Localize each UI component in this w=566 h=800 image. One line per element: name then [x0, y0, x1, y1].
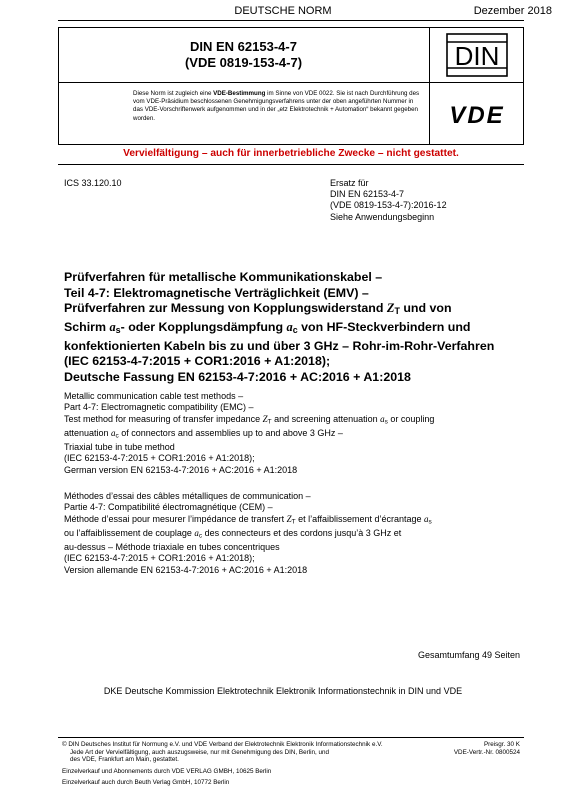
header-divider — [58, 20, 524, 21]
publication-date: Dezember 2018 — [473, 5, 552, 17]
total-pages: Gesamtumfang 49 Seiten — [417, 650, 520, 660]
vde-logo — [430, 83, 524, 145]
english-title: Metallic communication cable test methods – Part 4-7: Electromagnetic compatibility (EMC) – Test method for measuring of transfer impedance $Z_T$ and screening attenuation $a_s$ or coupling attenuation $a_c$ of connectors and assemblies up to and above 3 GHz – Triaxial tube in tube method (IEC 62153-4-7:2015 + COR1:2016 + A1:2018); German version EN 62153-4-7:2016 + AC:2016 + A1:2018 — [64, 391, 435, 475]
footer-divider — [58, 737, 524, 738]
vde-classification: (VDE 0819-153-4-7) — [184, 55, 303, 70]
din-logo-icon — [446, 33, 508, 77]
dke-committee: DKE Deutsche Kommission Elektrotechnik Elektronik Informationstechnik in DIN und VDE — [103, 686, 463, 696]
ics-code: ICS 33.120.10 — [64, 178, 122, 188]
order-number: VDE-Vertr.-Nr. 0800524 — [453, 748, 520, 756]
replacement-info: Ersatz für DIN EN 62153-4-7 (VDE 0819-153-4-7):2016-12 Siehe Anwendungsbeginn — [330, 178, 447, 222]
vde-logo-text: VDE — [449, 102, 505, 126]
french-title: Méthodes d’essai des câbles métalliques de communication – Partie 4-7: Compatibilité électromagnétique (CEM) – Méthode d’essai pour mesurer l’impédance de transfert $Z_T$ et l’affaiblissement d’écrantage $a_s$ ou l’affaiblissement de couplage $a_c$ des connecteurs et des cordons jusqu’à 3 GHz et au-dessus – Méthode triaxiale en tubes concentriques (IEC 62153-4-7:2015 + COR1:2016 + A1:2018); Version allemande EN 62153-4-7:2016 + AC:2016 + A1:2018 — [64, 491, 432, 575]
standard-designation — [58, 27, 430, 83]
copy-restriction-warning: Vervielfältigung – auch für innerbetriebliche Zwecke – nicht gestattet. — [123, 148, 459, 159]
price-info — [454, 741, 520, 756]
german-title: Prüfverfahren für metallische Kommunikationskabel – Teil 4-7: Elektromagnetische Verträglichkeit (EMV) – Prüfverfahren zur Messung von Kopplungswiderstand $Z_T$ und von Schirm $a_s-$ oder Kopplungsdämpfung $a_c$ von HF-Steckverbindern und konfektionierten Kabeln bis zu und über 3 GHz – Rohr-im-Rohr-Verfahren (IEC 62153-4-7:2015 + COR1:2016 + A1:2018); Deutsche Fassung EN 62153-4-7:2016 + AC:2016 + A1:2018 — [64, 270, 495, 384]
document-type-label: DEUTSCHE NORM — [234, 5, 332, 17]
vde-logo-icon — [440, 102, 514, 126]
sales-info-beuth: Einzelverkauf auch durch Beuth Verlag GmbH, 10772 Berlin — [62, 779, 230, 786]
vde-determination-note: Diese Norm ist zugleich eine VDE-Bestimmung im Sinne von VDE 0022. Sie ist nach Durchführung des vom VDE-Präsidium beschlossenen Genehmigungsverfahrens unter der oben angeführten Nummer in das VDE-Vorschriftenwerk aufgenommen und in der „etz Elektrotechnik + Automation“ bekannt gegeben worden. — [123, 83, 430, 145]
standard-number: DIN EN 62153-4-7 — [190, 39, 297, 54]
sales-info-vde: Einzelverkauf und Abonnements durch VDE VERLAG GMBH, 10625 Berlin — [62, 768, 272, 775]
din-logo — [430, 27, 524, 83]
copyright-notice: © DIN Deutsches Institut für Normung e.V. und VDE Verband der Elektrotechnik Elektronik Informationstechnik e.V. Jede Art der Vervielfältigung, auch auszugsweise, nur mit Genehmigung des DIN, Berlin, und des VDE, Frankfurt am Main, gestattet. — [62, 741, 383, 764]
vde-determination-term: VDE-Bestimmung — [213, 90, 266, 97]
din-logo-text: DIN — [454, 40, 500, 71]
warning-divider — [58, 164, 524, 165]
price-group: Preisgr. 30 K — [483, 741, 520, 748]
